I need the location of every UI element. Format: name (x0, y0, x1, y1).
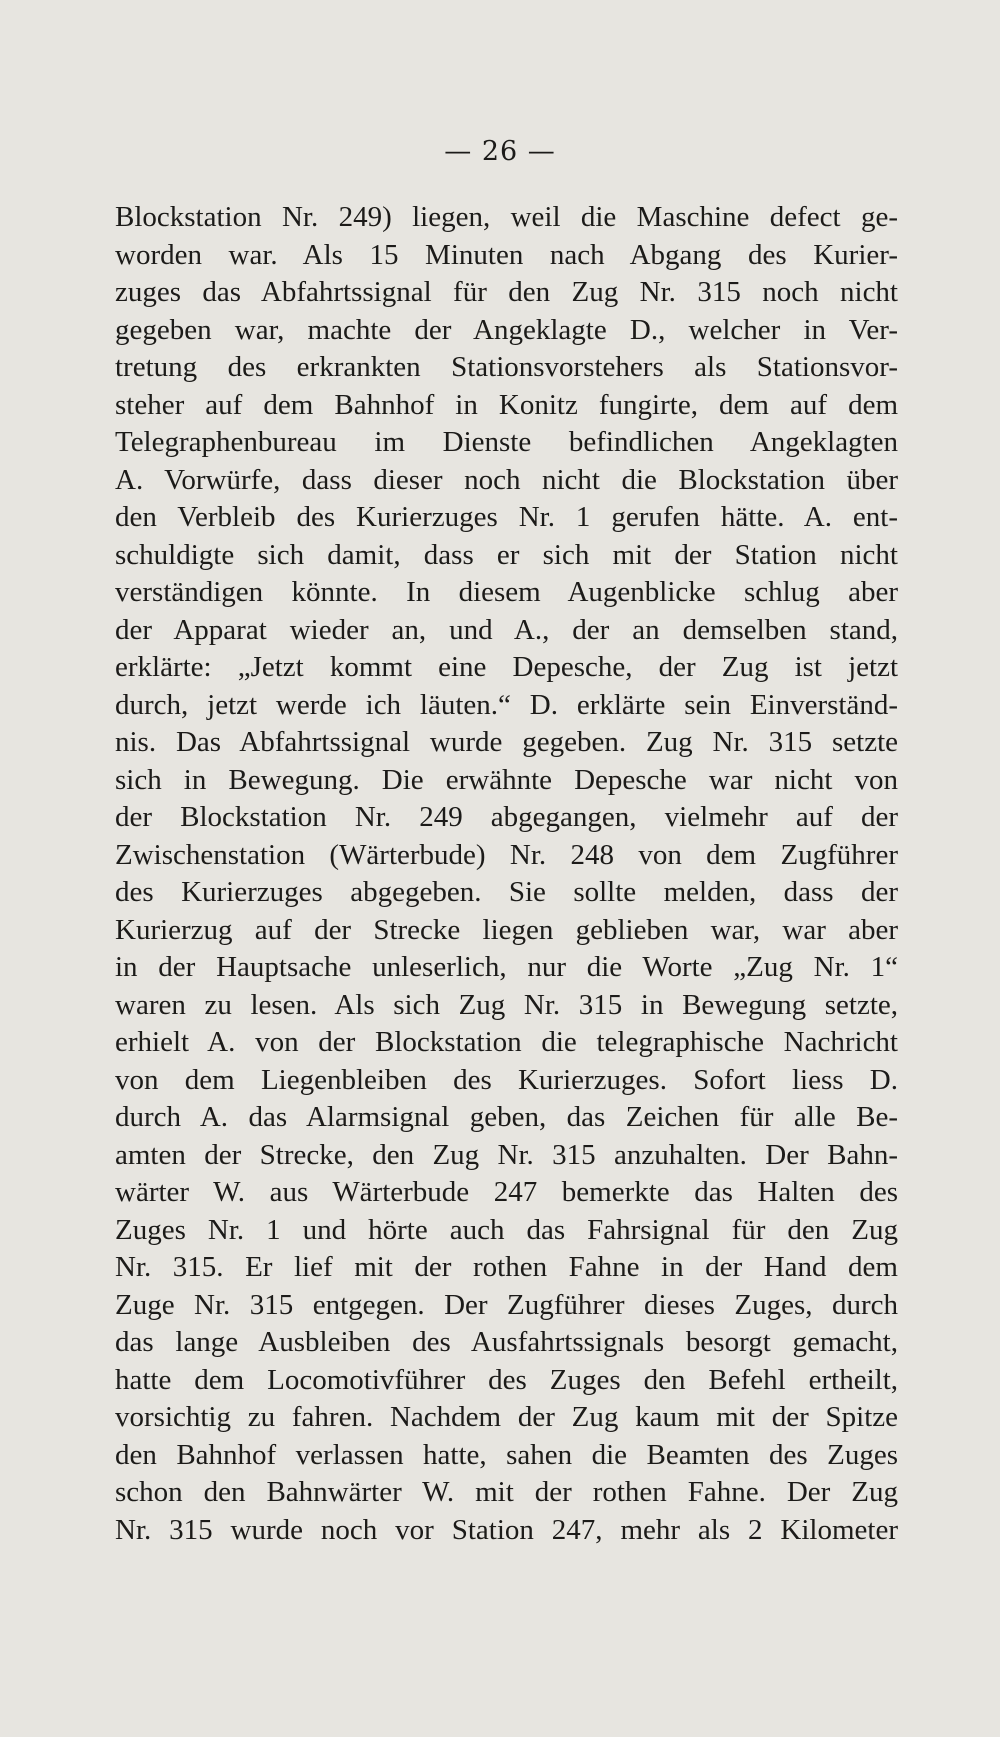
text-line: Kurierzug auf der Strecke liegen geblieben war, war aber (115, 913, 898, 946)
text-line: tretung des erkrankten Stationsvorstehers als Stationsvor- (115, 351, 898, 383)
text-line: A. Vorwürfe, dass dieser noch nicht die Blockstation über (115, 463, 898, 496)
text-line: hatte dem Locomotivführer des Zuges den Befehl ertheilt, (115, 1363, 898, 1396)
text-line: den Verbleib des Kurierzuges Nr. 1 gerufen hätte. A. ent- (115, 501, 898, 533)
text-line: der Blockstation Nr. 249 abgegangen, vielmehr auf der (115, 801, 898, 833)
text-line: Zuges Nr. 1 und hörte auch das Fahrsignal für den Zug (115, 1213, 898, 1246)
text-line: zuges das Abfahrtssignal für den Zug Nr. 315 noch nicht (115, 276, 898, 308)
text-line: vorsichtig zu fahren. Nachdem der Zug kaum mit der Spitze (115, 1401, 898, 1433)
text-line: schuldigte sich damit, dass er sich mit der Station nicht (115, 538, 898, 571)
text-line: das lange Ausbleiben des Ausfahrtssignals besorgt gemacht, (115, 1326, 898, 1358)
text-line: amten der Strecke, den Zug Nr. 315 anzuhalten. Der Bahn- (115, 1138, 898, 1171)
text-line: waren zu lesen. Als sich Zug Nr. 315 in Bewegung setzte, (115, 988, 898, 1021)
text-line: gegeben war, machte der Angeklagte D., welcher in Ver- (115, 313, 898, 346)
text-line: nis. Das Abfahrtssignal wurde gegeben. Zug Nr. 315 setzte (115, 726, 898, 758)
text-line: wärter W. aus Wärterbude 247 bemerkte das Halten des (115, 1176, 898, 1208)
text-line: Zuge Nr. 315 entgegen. Der Zugführer dieses Zuges, durch (115, 1288, 898, 1321)
text-line: steher auf dem Bahnhof in Konitz fungirte, dem auf dem (115, 388, 898, 421)
body-text (115, 199, 898, 1549)
text-line: Telegraphenbureau im Dienste befindlichen Angeklagten (115, 426, 898, 458)
text-line: worden war. Als 15 Minuten nach Abgang des Kurier- (115, 238, 898, 271)
text-line: sich in Bewegung. Die erwähnte Depesche war nicht von (115, 763, 898, 796)
text-line: durch A. das Alarmsignal geben, das Zeichen für alle Be- (115, 1101, 898, 1133)
text-line: Blockstation Nr. 249) liegen, weil die Maschine defect ge- (115, 201, 898, 233)
text-line: der Apparat wieder an, und A., der an demselben stand, (115, 613, 898, 646)
text-line: Nr. 315 wurde noch vor Station 247, mehr als 2 Kilometer (115, 1513, 898, 1546)
page-number: — 26 — (444, 136, 556, 167)
text-line: von dem Liegenbleiben des Kurierzuges. Sofort liess D. (115, 1063, 898, 1096)
text-line: durch, jetzt werde ich läuten.“ D. erklärte sein Einverständ- (115, 688, 898, 721)
text-line: Zwischenstation (Wärterbude) Nr. 248 von dem Zugführer (115, 838, 898, 871)
text-line: schon den Bahnwärter W. mit der rothen Fahne. Der Zug (115, 1476, 898, 1508)
text-line: des Kurierzuges abgegeben. Sie sollte melden, dass der (115, 876, 898, 908)
text-line: erhielt A. von der Blockstation die telegraphische Nachricht (115, 1026, 898, 1058)
text-line: in der Hauptsache unleserlich, nur die Worte „Zug Nr. 1“ (115, 951, 898, 983)
text-line: verständigen könnte. In diesem Augenblicke schlug aber (115, 576, 898, 608)
text-line: Nr. 315. Er lief mit der rothen Fahne in der Hand dem (115, 1251, 898, 1283)
text-line: den Bahnhof verlassen hatte, sahen die Beamten des Zuges (115, 1438, 898, 1471)
text-line: erklärte: „Jetzt kommt eine Depesche, der Zug ist jetzt (115, 651, 898, 683)
